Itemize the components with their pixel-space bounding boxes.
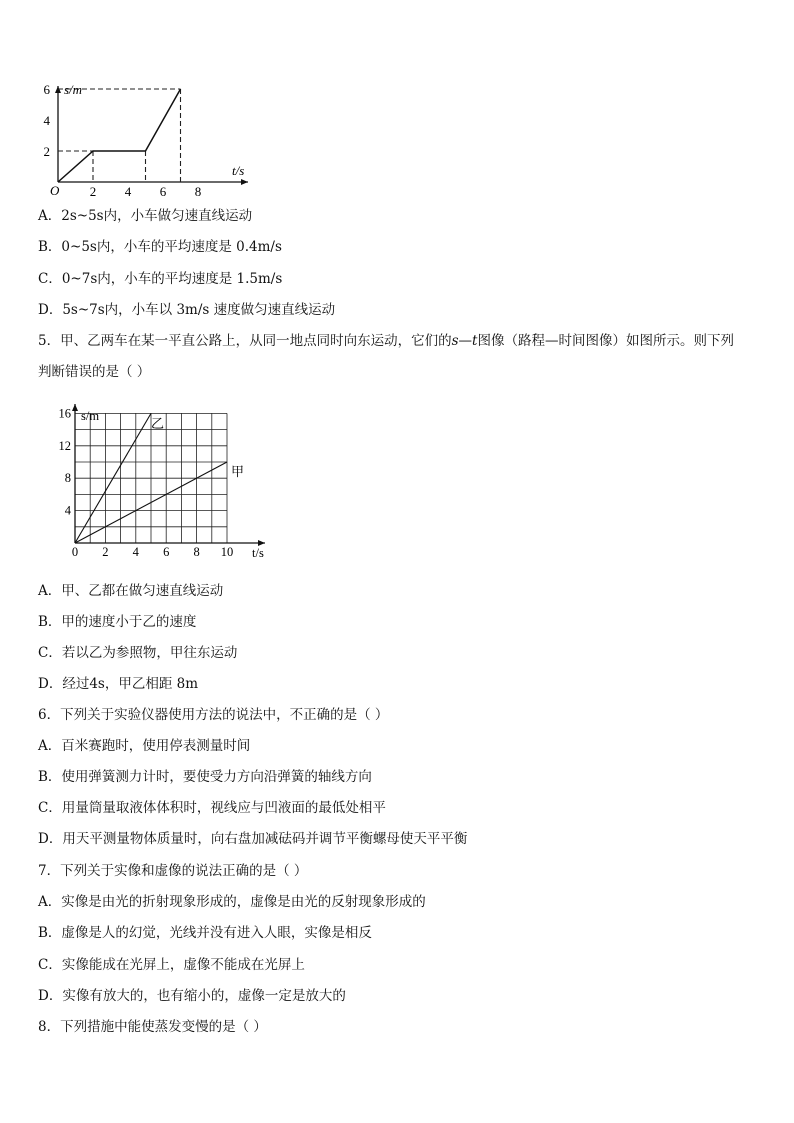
x-tick-label: 6 <box>163 545 170 559</box>
x-tick-label: 4 <box>132 545 139 559</box>
y-axis-label: s/m <box>64 82 83 97</box>
grid <box>75 413 227 543</box>
x-axis-label: t/s <box>252 546 264 560</box>
y-tick-label: 6 <box>43 82 50 97</box>
q6-option-a: A．百米赛跑时，使用停表测量时间 <box>38 738 251 754</box>
y-axis-label: s/m <box>81 409 100 423</box>
x-tick-label: 6 <box>159 184 167 199</box>
q5-option-a: A．甲、乙都在做匀速直线运动 <box>38 583 224 599</box>
x-tick-label: 4 <box>124 184 132 199</box>
x-tick-label: 8 <box>194 184 202 199</box>
y-axis-arrow <box>72 404 78 411</box>
q5-option-b: B．甲的速度小于乙的速度 <box>38 614 197 630</box>
q6-option-b: B．使用弹簧测力计时，要使受力方向沿弹簧的轴线方向 <box>38 769 372 785</box>
q7-stem: 7．下列关于实像和虚像的说法正确的是（ ） <box>38 863 308 879</box>
q6-stem: 6．下列关于实验仪器使用方法的说法中，不正确的是（ ） <box>38 707 389 723</box>
q5-stem-var-t: t <box>472 333 478 349</box>
q5-stem-line1 <box>38 332 734 350</box>
x-tick-label: 2 <box>102 545 109 559</box>
series-label-jia: 甲 <box>231 464 245 479</box>
cart-st-chart <box>38 78 268 203</box>
q7-option-b: B．虚像是人的幻觉，光线并没有进入人眼，实像是相反 <box>38 925 372 941</box>
x-axis-arrow <box>241 179 248 185</box>
y-tick-label: 16 <box>58 406 71 421</box>
q4-option-b: B．0~5s内，小车的平均速度是 0.4m/s <box>38 239 282 255</box>
x-axis-label: t/s <box>232 163 245 178</box>
q7-option-c: C．实像能成在光屏上，虚像不能成在光屏上 <box>38 957 305 973</box>
y-tick-label: 12 <box>58 438 71 453</box>
q4-option-d: D．5s~7s内，小车以 3m/s 速度做匀速直线运动 <box>38 302 336 318</box>
q4-option-c: C．0~7s内，小车的平均速度是 1.5m/s <box>38 271 283 287</box>
q5-stem-line2: 判断错误的是（ ） <box>38 364 151 380</box>
q7-option-d: D．实像有放大的，也有缩小的，虚像一定是放大的 <box>38 988 346 1004</box>
x-tick-label: 8 <box>193 545 200 559</box>
series-label-yi: 乙 <box>151 416 165 431</box>
cart-distance-line <box>58 89 181 182</box>
q6-option-d: D．用天平测量物体质量时，向右盘加减砝码并调节平衡螺母使天平平衡 <box>38 831 468 847</box>
guide-lines <box>58 89 181 182</box>
y-tick-label: 4 <box>64 503 71 518</box>
axes <box>55 86 248 185</box>
q6-option-c: C．用量筒量取液体体积时，视线应与凹液面的最低处相平 <box>38 800 386 816</box>
origin-label: O <box>50 183 60 198</box>
y-tick-label: 8 <box>64 471 71 486</box>
series <box>58 89 181 182</box>
q5-stem-var-s: s <box>451 333 459 349</box>
x-tick-label: 10 <box>220 545 234 559</box>
x-tick-label: 2 <box>89 184 97 199</box>
q5-option-c: C．若以乙为参照物，甲往东运动 <box>38 645 238 661</box>
q5-stem-dash: — <box>458 333 473 349</box>
q4-option-a: A．2s~5s内，小车做匀速直线运动 <box>38 208 253 224</box>
q5-stem-part: 图像（路程—时间图像）如图所示。则下列 <box>477 333 734 349</box>
x-tick-label: 0 <box>71 545 79 559</box>
y-tick-label: 2 <box>43 144 50 159</box>
q5-stem-part: 5．甲、乙两车在某一平直公路上，从同一地点同时向东运动，它们的 <box>38 333 452 349</box>
q7-option-a: A．实像是由光的折射现象形成的，虚像是由光的反射现象形成的 <box>38 894 426 910</box>
q5-option-d: D．经过4s，甲乙相距 8m <box>38 676 199 692</box>
two-car-st-chart <box>50 398 280 566</box>
q8-stem: 8．下列措施中能使蒸发变慢的是（ ） <box>38 1019 267 1035</box>
y-tick-label: 4 <box>43 113 50 128</box>
